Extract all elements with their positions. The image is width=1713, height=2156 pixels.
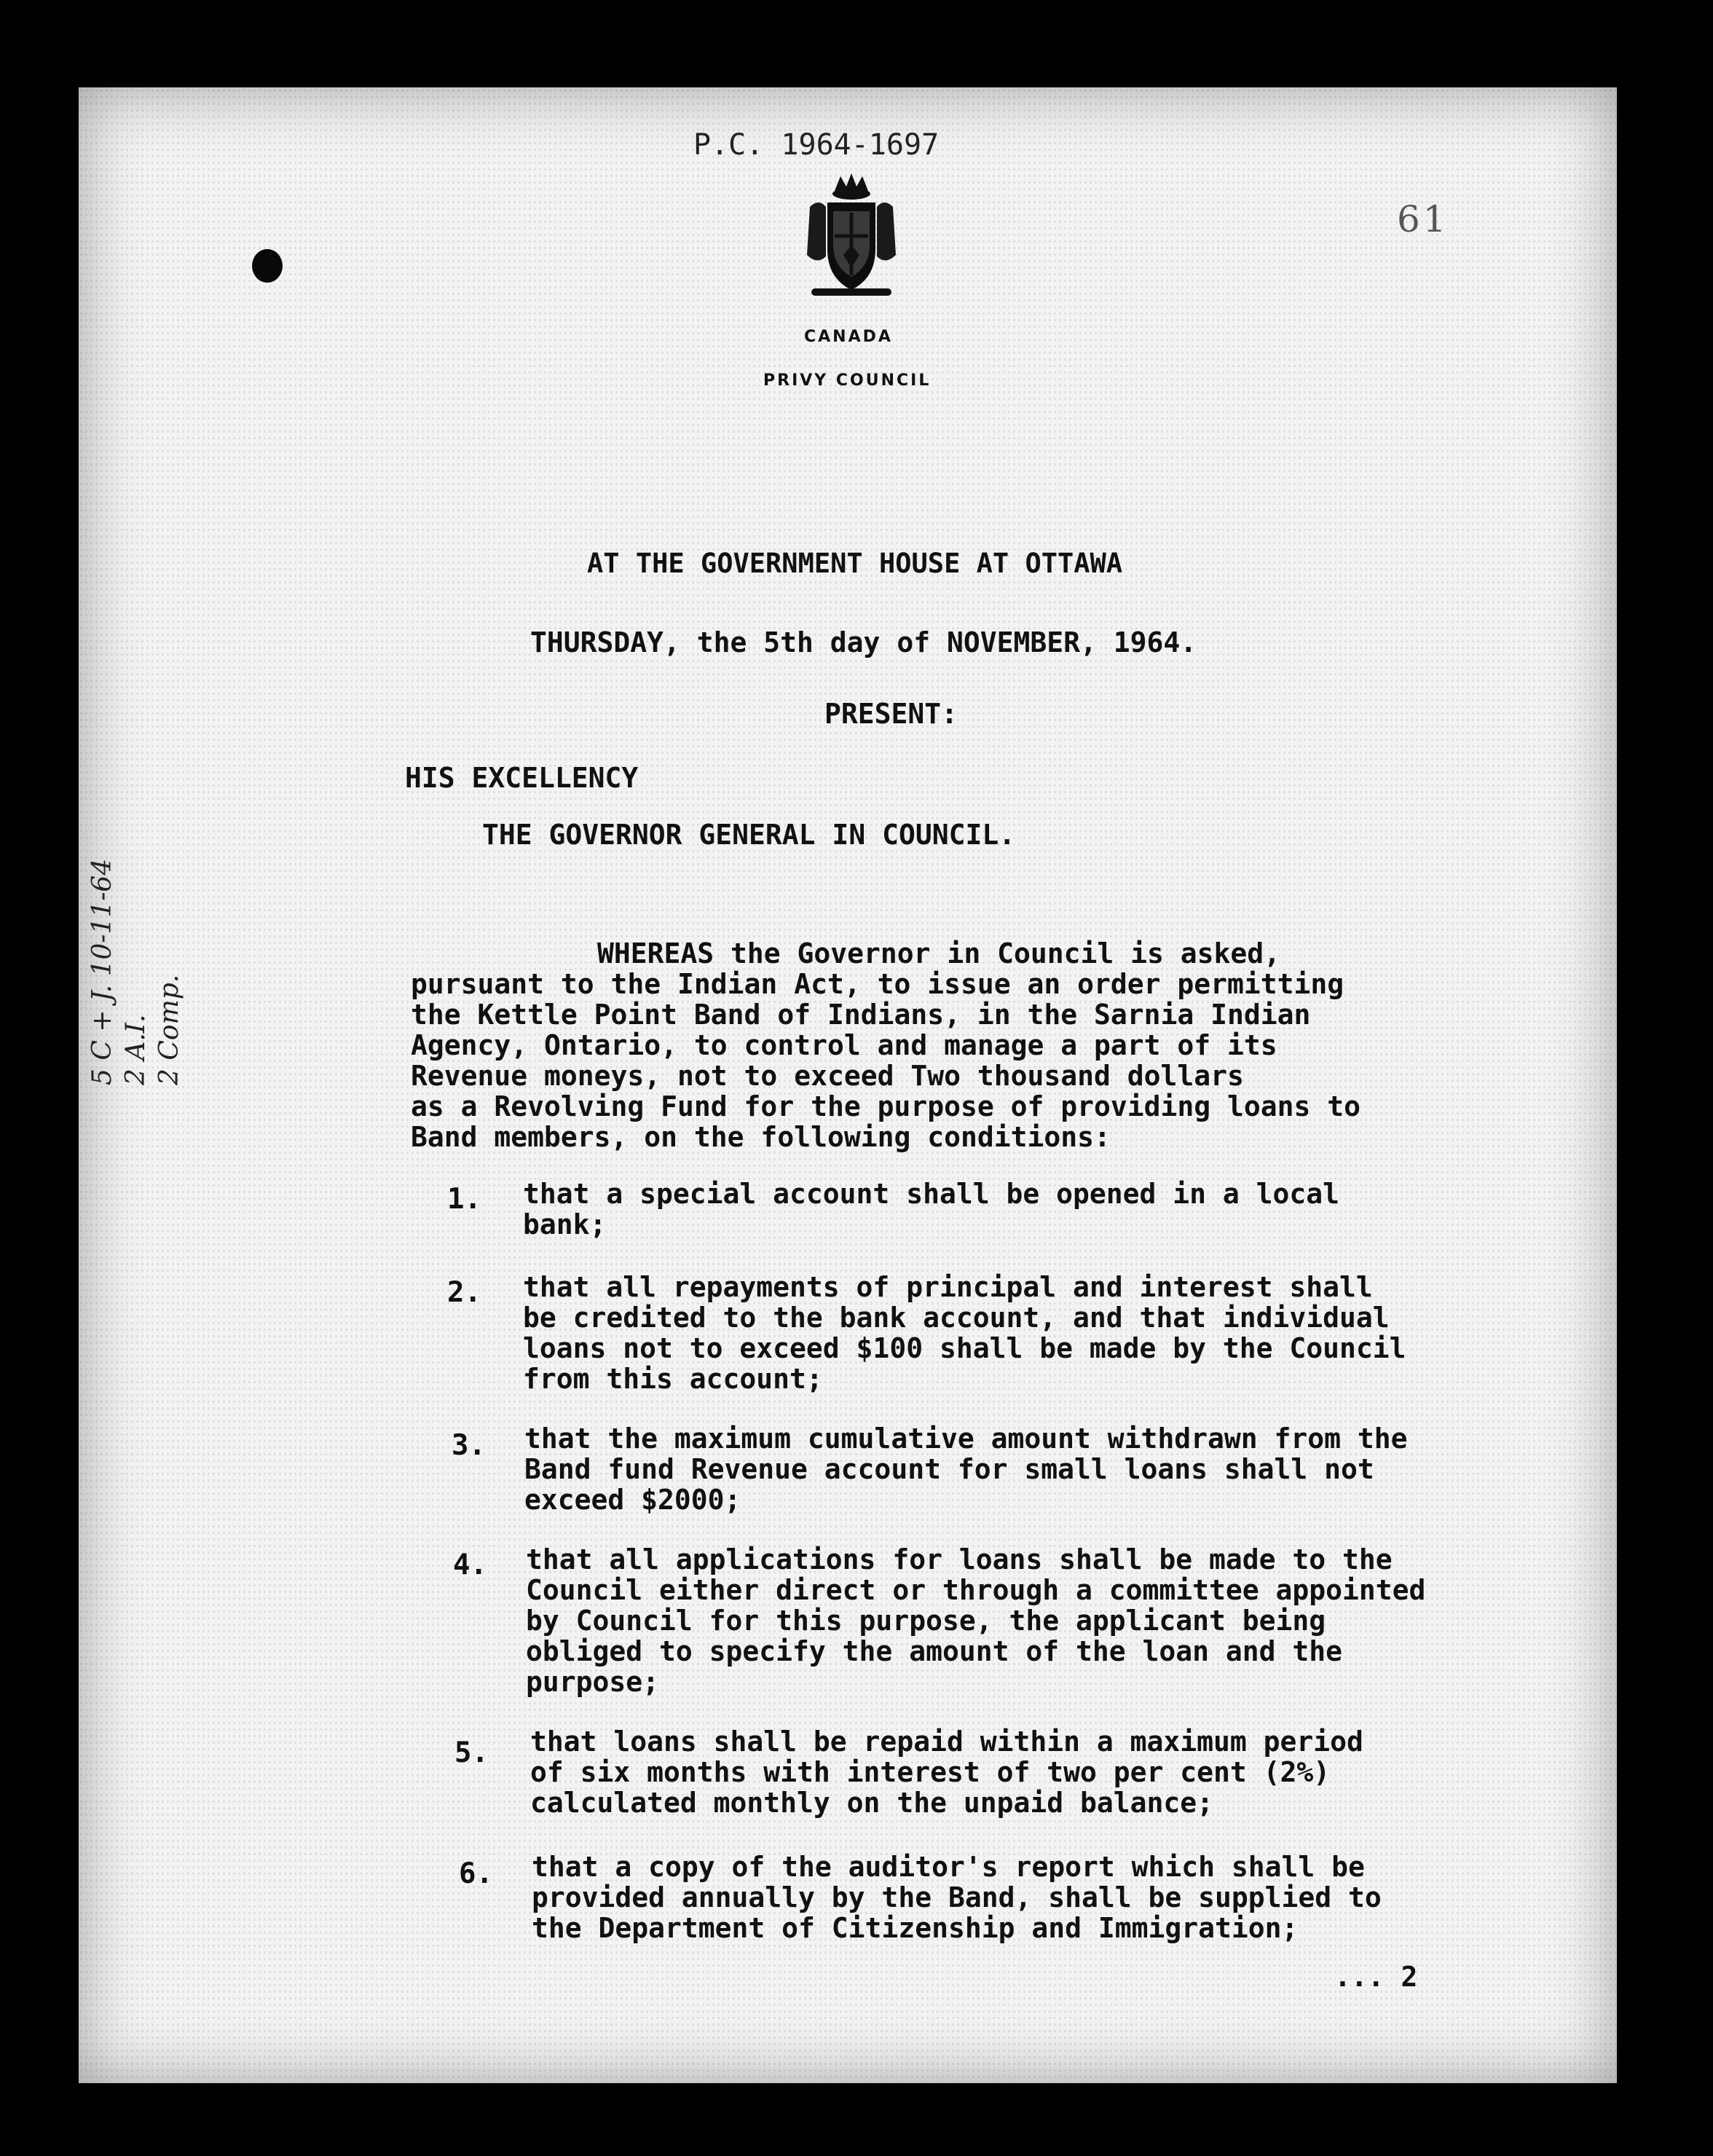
continuation-marker: ... 2 <box>1334 1961 1418 1993</box>
privy-council-label: PRIVY COUNCIL <box>763 371 932 390</box>
condition-number: 6. <box>459 1857 493 1890</box>
preamble-line: pursuant to the Indian Act, to issue an order permitting <box>411 968 1344 1000</box>
order-number: P.C. 1964-1697 <box>693 128 940 162</box>
condition-line: by Council for this purpose, the applicant being <box>526 1605 1326 1637</box>
preamble-line: Revenue moneys, not to exceed Two thousand dollars <box>411 1060 1244 1092</box>
condition-line: loans not to exceed $100 shall be made by the Council <box>523 1332 1406 1364</box>
condition-line: be credited to the bank account, and that individual <box>523 1302 1390 1334</box>
date-line: THURSDAY, the 5th day of NOVEMBER, 1964. <box>530 626 1197 658</box>
canada-label: CANADA <box>804 328 893 346</box>
condition-line: that a copy of the auditor's report which shall be <box>532 1851 1365 1883</box>
present-label: PRESENT: <box>824 698 958 730</box>
location-heading: AT THE GOVERNMENT HOUSE AT OTTAWA <box>587 548 1123 579</box>
handwritten-annotation: 5 C + J. 10-11-64 2 A.I. 2 Comp. <box>87 858 184 1085</box>
condition-line: that all repayments of principal and interest shall <box>523 1271 1373 1303</box>
punch-hole <box>252 249 283 283</box>
condition-line: the Department of Citizenship and Immigration; <box>532 1912 1299 1944</box>
condition-line: that the maximum cumulative amount withdrawn from the <box>524 1423 1408 1455</box>
condition-line: provided annually by the Band, shall be supplied to <box>532 1881 1382 1913</box>
preamble-line: Band members, on the following conditions: <box>411 1121 1111 1153</box>
condition-line: that loans shall be repaid within a maximum period <box>530 1726 1363 1758</box>
condition-number: 5. <box>454 1736 489 1769</box>
condition-line: that a special account shall be opened in a local <box>523 1178 1340 1210</box>
condition-line: calculated monthly on the unpaid balance; <box>530 1787 1213 1819</box>
condition-number: 4. <box>453 1549 487 1581</box>
condition-line: that all applications for loans shall be made to the <box>526 1543 1393 1575</box>
condition-line: of six months with interest of two per cent (2%) <box>530 1756 1331 1788</box>
page-stamp-number: 61 <box>1397 198 1449 240</box>
condition-number: 2. <box>447 1276 481 1309</box>
governor-general-label: THE GOVERNOR GENERAL IN COUNCIL. <box>482 819 1016 851</box>
condition-number: 3. <box>452 1429 486 1462</box>
condition-line: Band fund Revenue account for small loans shall not <box>524 1453 1374 1485</box>
coat-of-arms-icon <box>797 169 906 300</box>
his-excellency-label: HIS EXCELLENCY <box>405 762 639 794</box>
condition-line: obliged to specify the amount of the loan and the <box>526 1635 1343 1667</box>
condition-line: Council either direct or through a committee appointed <box>526 1574 1426 1606</box>
condition-number: 1. <box>447 1183 481 1216</box>
condition-line: bank; <box>523 1208 607 1240</box>
condition-line: from this account; <box>523 1363 823 1395</box>
preamble-line: the Kettle Point Band of Indians, in the Sarnia Indian <box>411 999 1311 1031</box>
preamble-line: Agency, Ontario, to control and manage a part of its <box>411 1029 1277 1061</box>
preamble-line: WHEREAS the Governor in Council is asked, <box>597 937 1280 969</box>
preamble-line: as a Revolving Fund for the purpose of providing loans to <box>411 1090 1361 1122</box>
condition-line: purpose; <box>526 1666 660 1698</box>
condition-line: exceed $2000; <box>524 1484 741 1516</box>
